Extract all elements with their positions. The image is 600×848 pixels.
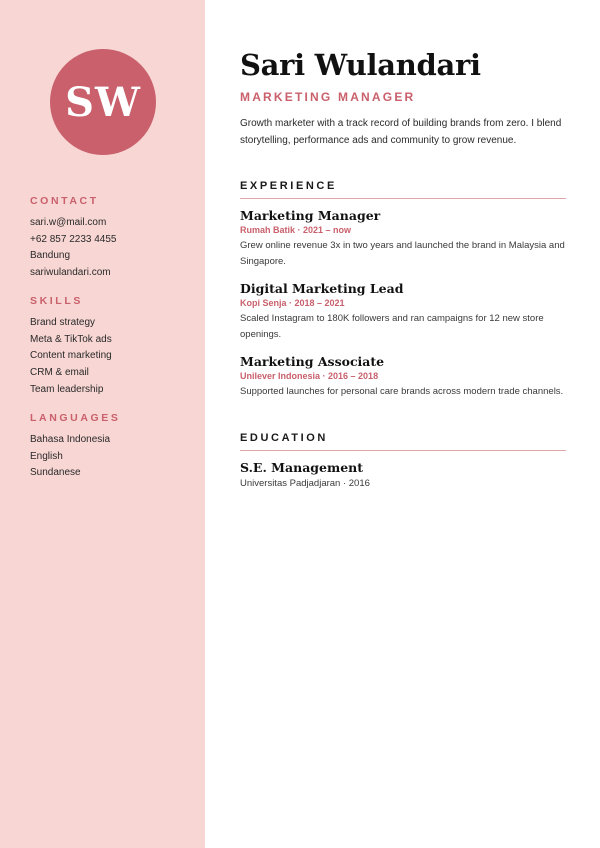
job-meta: Unilever Indonesia · 2016 – 2018: [240, 371, 379, 381]
skill-item: Meta & TikTok ads: [30, 333, 112, 345]
contact-location: Bandung: [30, 250, 71, 262]
job-title: Marketing Manager: [240, 208, 381, 223]
job-meta: Rumah Batik · 2021 – now: [240, 225, 352, 235]
avatar: [50, 49, 156, 155]
language-item: Bahasa Indonesia: [30, 434, 111, 445]
languages-section: [30, 412, 195, 482]
languages-title: LANGUAGES: [30, 412, 121, 424]
language-item: English: [30, 450, 63, 462]
job-description: Grew online revenue 3x in two years and launched the brand in Malaysia and Singapore.: [240, 240, 565, 267]
contact-email[interactable]: sari.w@mail.com: [30, 217, 107, 228]
job-title: Digital Marketing Lead: [240, 281, 404, 296]
skill-item: Team leadership: [30, 383, 104, 395]
job-entry: [240, 281, 566, 343]
job-entry: [240, 354, 566, 400]
job-description: Scaled Instagram to 180K followers and ran campaigns for 12 new store openings.: [240, 313, 544, 340]
job-title: Marketing Associate: [240, 354, 385, 369]
contact-phone[interactable]: +62 857 2233 4455: [30, 233, 117, 245]
sidebar: [0, 0, 205, 848]
skill-item: Content marketing: [30, 350, 112, 362]
job-description: Supported launches for personal care brands across modern trade channels.: [240, 386, 564, 397]
experience-heading: EXPERIENCE: [240, 180, 566, 199]
avatar-initials: SW: [65, 78, 141, 126]
contact-website[interactable]: sariwulandari.com: [30, 267, 111, 279]
job-meta: Kopi Senja · 2018 – 2021: [240, 298, 345, 308]
summary: Growth marketer with a track record of building brands from zero. I blend storytelling, performance ads and community to grow revenue.: [240, 118, 562, 146]
candidate-name: Sari Wulandari: [240, 48, 481, 82]
skills-section: [30, 295, 195, 399]
job-entry: [240, 208, 566, 270]
skill-item: Brand strategy: [30, 317, 96, 328]
skills-title: SKILLS: [30, 295, 83, 307]
candidate-role: MARKETING MANAGER: [240, 90, 416, 104]
contact-section: [30, 195, 195, 282]
language-item: Sundanese: [30, 467, 81, 479]
skill-item: CRM & email: [30, 367, 89, 379]
education-heading: EDUCATION: [240, 432, 566, 451]
contact-title: CONTACT: [30, 195, 99, 207]
degree-title: S.E. Management: [240, 460, 364, 475]
school-info: Universitas Padjadjaran · 2016: [240, 478, 370, 489]
education-entry: [240, 460, 566, 489]
